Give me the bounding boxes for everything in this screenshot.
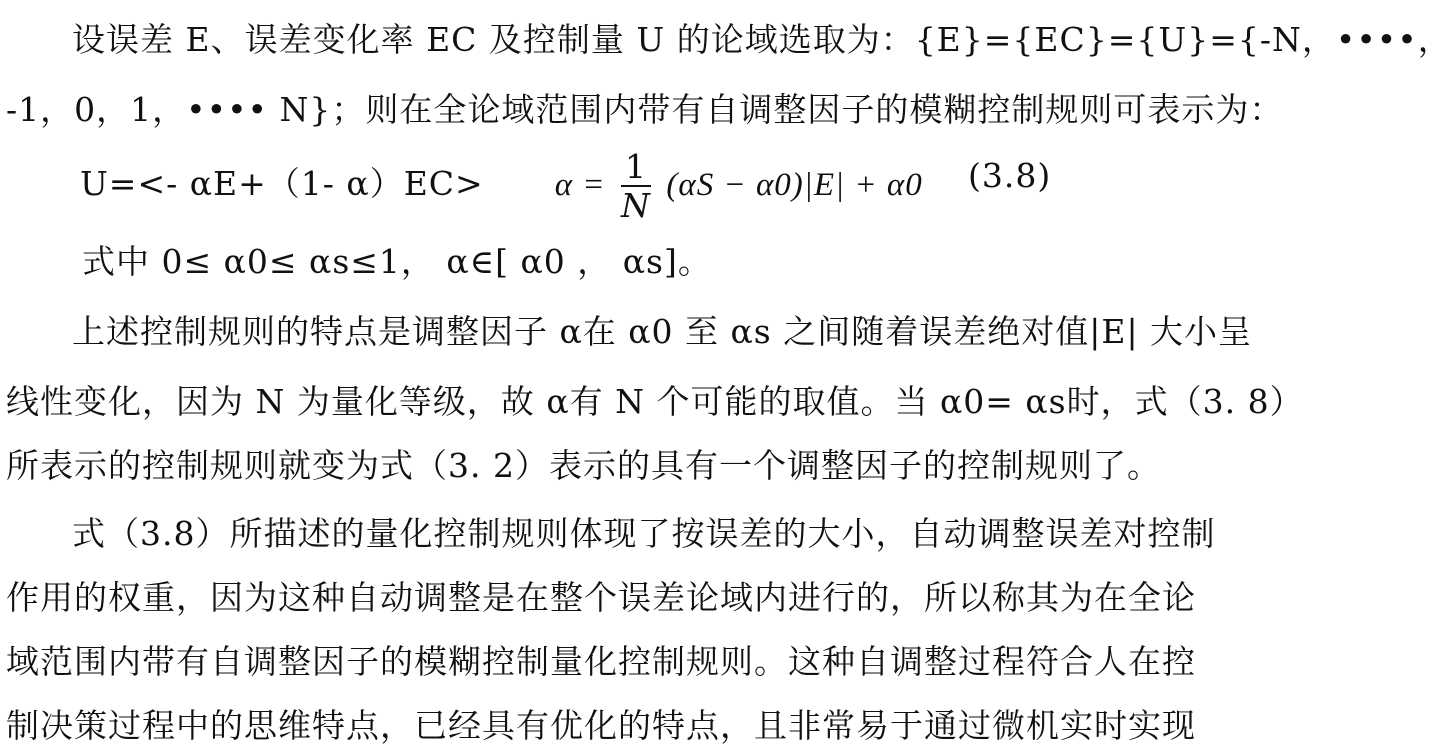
paragraph1-line2: -1，0，1，•••• N}；则在全论域范围内带有自调整因子的模糊控制规则可表示为： (6, 90, 1284, 129)
condition-line: 式中 0≤ α0≤ αs≤1， α∈[ α0 ， αs]。 (82, 242, 712, 281)
fraction-denominator: N (621, 186, 651, 225)
paragraph3-line3: 域范围内带有自调整因子的模糊控制量化控制规则。这种自调整过程符合人在控 (6, 642, 1196, 681)
paragraph3-line2: 作用的权重，因为这种自动调整是在整个误差论域内进行的，所以称其为在全论 (6, 578, 1196, 617)
equation-fraction (621, 147, 651, 225)
fraction-numerator: 1 (621, 150, 651, 187)
equation-number: (3.8) (968, 156, 1052, 195)
equation-alpha-lhs: α = (554, 167, 606, 203)
equation-row (80, 147, 923, 225)
paragraph2-line3: 所表示的控制规则就变为式（3. 2）表示的具有一个调整因子的控制规则了。 (6, 446, 1161, 485)
paragraph3-line4: 制决策过程中的思维特点，已经具有优化的特点，且非常易于通过微机实时实现 (6, 706, 1196, 745)
paragraph2-line2: 线性变化，因为 N 为量化等级，故 α有 N 个可能的取值。当 α0= αs时，式（3. 8） (6, 382, 1304, 421)
paragraph3-line1: 式（3.8）所描述的量化控制规则体现了按误差的大小，自动调整误差对控制 (72, 514, 1216, 553)
equation-rule: U=<- αE+（1- α）EC> (80, 164, 484, 203)
paragraph1-line1: 设误差 E、误差变化率 EC 及控制量 U 的论域选取为：{E}={EC}={U}={-N，••••， (72, 20, 1452, 59)
equation-alpha-rhs: (αS − α0)|E| + α0 (666, 167, 923, 203)
paragraph2-line1: 上述控制规则的特点是调整因子 α在 α0 至 αs 之间随着误差绝对值|E| 大小呈 (72, 312, 1253, 351)
